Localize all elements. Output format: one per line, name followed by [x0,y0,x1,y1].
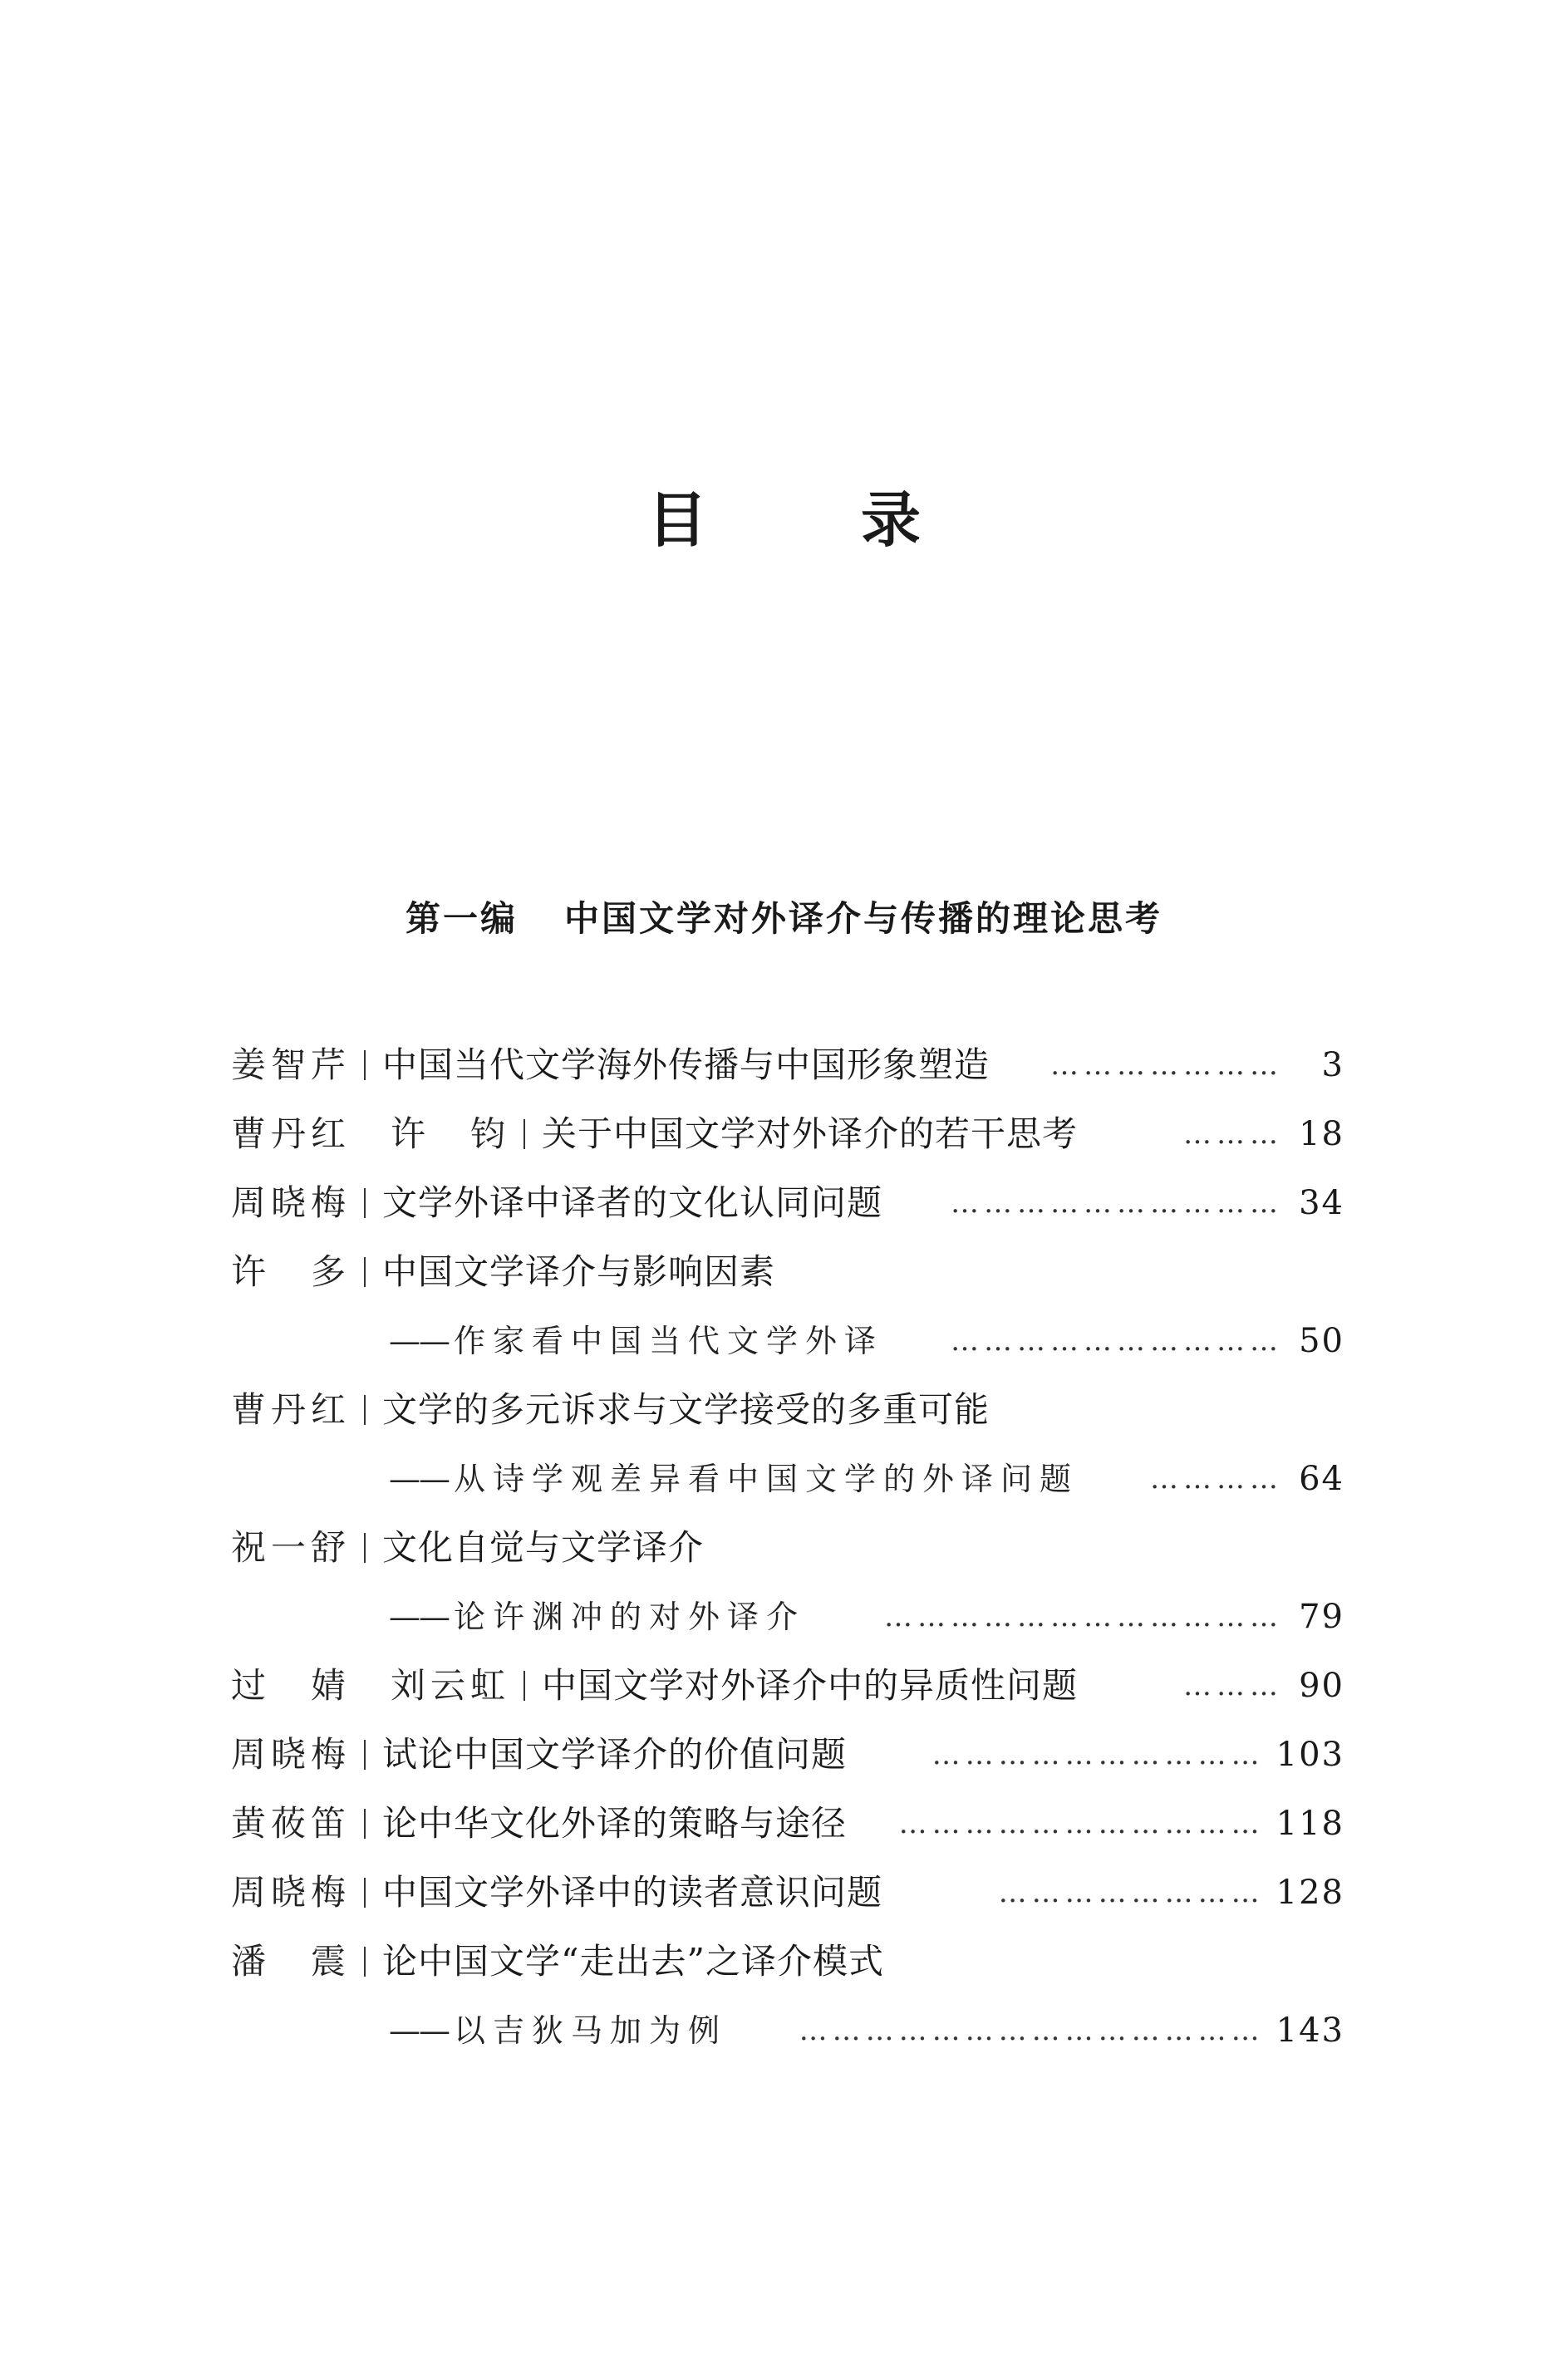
entry-author: 周晓梅 [231,1733,351,1775]
em-dash: —— [389,1322,449,1359]
entry-page: 143 [1276,2011,1344,2050]
separator [364,1395,366,1425]
entry-author: 周晓梅 [231,1871,351,1913]
entry-subtitle: 论许渊冲的对外译介 [454,1598,806,1635]
entry-author: 祝一舒 [231,1526,351,1568]
leader-dots: ………………… [1050,1050,1283,1079]
entry-page: 79 [1299,1597,1344,1636]
entry-page: 64 [1299,1459,1344,1498]
entry-title: 试论中国文学译介的价值问题 [382,1733,848,1775]
toc-subentry[interactable] [231,1444,1344,1513]
entry-title: 文化自觉与文学译介 [382,1526,705,1568]
table-of-contents [231,1030,1344,2065]
toc-subentry[interactable] [231,1582,1344,1651]
leader-dots: …………………………………… [799,2016,1265,2045]
em-dash: —— [389,1598,449,1635]
entry-author: 黄莜笛 [231,1802,351,1844]
toc-entry[interactable] [231,1168,1344,1237]
section-name: 中国文学对外译介与传播的理论思考 [564,898,1163,939]
toc-entry[interactable] [231,1030,1344,1099]
entry-author: 姜智芹 [231,1044,351,1085]
separator [364,1257,366,1287]
entry-page: 34 [1299,1183,1344,1222]
leader-dots: …………………… [998,1878,1265,1907]
entry-page: 18 [1299,1114,1344,1153]
entry-title: 中国文学译介与影响因素 [382,1250,776,1292]
em-dash: —— [389,2012,449,2049]
leader-dots: ………………………… [951,1188,1283,1217]
entry-author: 过 婧 刘云虹 [231,1664,511,1706]
leader-dots: ……… [1183,1119,1283,1148]
separator [523,1119,525,1149]
entry-page: 50 [1299,1321,1344,1360]
leader-dots: …………………………… [898,1809,1265,1838]
entry-author: 许 多 [231,1250,351,1292]
toc-entry[interactable] [231,1375,1344,1444]
toc-entry[interactable] [231,1789,1344,1858]
separator [364,1740,366,1770]
entry-title: 关于中国文学对外译介的若干思考 [542,1113,1079,1154]
entry-subtitle: 作家看中国当代文学外译 [454,1322,884,1359]
section-title [0,898,1568,939]
entry-author: 曹丹红 [231,1388,351,1430]
entry-page: 90 [1299,1666,1344,1705]
entry-title: 中国当代文学海外传播与中国形象塑造 [382,1044,990,1085]
entry-subtitle: 以吉狄马加为例 [454,2012,728,2049]
leader-dots: ……………………………… [884,1602,1283,1631]
toc-entry[interactable] [231,1099,1344,1168]
entry-title: 中国文学外译中的读者意识问题 [382,1871,883,1913]
toc-entry[interactable] [231,1858,1344,1927]
entry-page: 118 [1276,1804,1344,1843]
toc-subentry[interactable] [231,1306,1344,1375]
entry-title: 文学的多元诉求与文学接受的多重可能 [382,1388,990,1430]
entry-author: 曹丹红 许 钧 [231,1113,511,1154]
toc-entry[interactable] [231,1720,1344,1789]
entry-page: 103 [1276,1735,1344,1774]
toc-entry[interactable] [231,1237,1344,1306]
entry-author: 周晓梅 [231,1181,351,1223]
entry-subtitle: 从诗学观差异看中国文学的外译问题 [454,1460,1079,1497]
entry-title: 文学外译中译者的文化认同问题 [382,1181,883,1223]
page-title: 目 录 [646,484,988,555]
separator [364,1947,366,1977]
leader-dots: ………………………… [931,1740,1265,1769]
separator [364,1809,366,1839]
leader-dots: ………… [1150,1464,1283,1493]
entry-title: 中国文学对外译介中的异质性问题 [542,1664,1079,1706]
em-dash: —— [389,1460,449,1497]
entry-author: 潘 震 [231,1940,351,1982]
leader-dots: ……… [1183,1671,1283,1700]
separator [364,1878,366,1908]
separator [523,1671,525,1701]
separator [364,1050,366,1080]
toc-entry[interactable] [231,1651,1344,1720]
entry-title: 论中国文学“走出去”之译介模式 [382,1940,884,1982]
entry-page: 128 [1276,1873,1344,1912]
separator [364,1533,366,1563]
separator [364,1188,366,1218]
entry-page: 3 [1321,1045,1344,1084]
toc-entry[interactable] [231,1927,1344,1996]
toc-entry[interactable] [231,1513,1344,1582]
entry-title: 论中华文化外译的策略与途径 [382,1802,848,1844]
leader-dots: ………………………… [951,1326,1283,1355]
toc-subentry[interactable] [231,1996,1344,2065]
section-label: 第一编 [405,898,518,939]
